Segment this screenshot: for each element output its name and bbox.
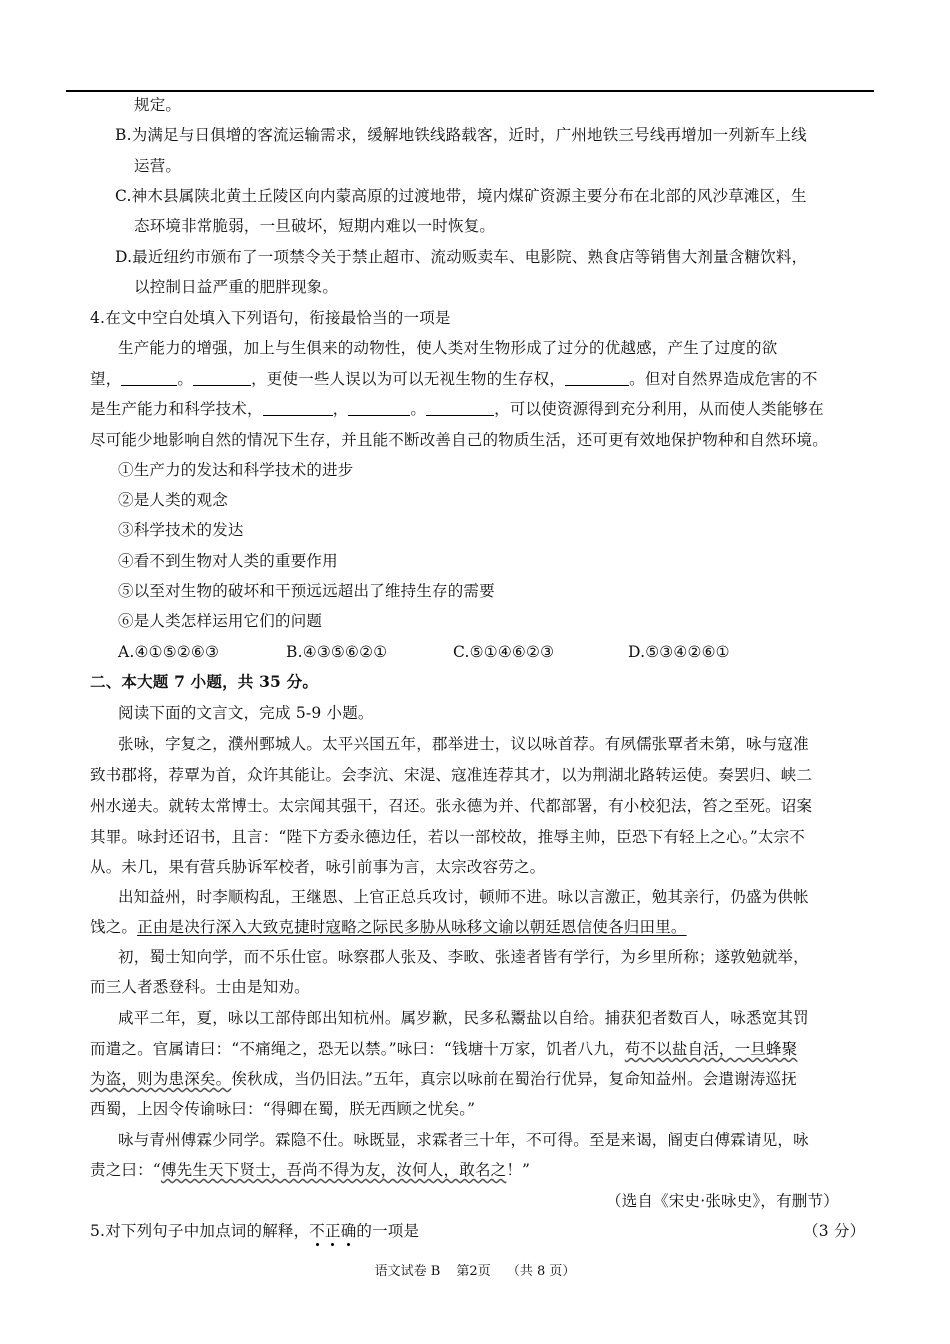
q4-text: 望， xyxy=(90,370,122,388)
passage-line-11 xyxy=(90,1039,797,1059)
option-c-line-2: 态环境非常脆弱，一旦破坏，短期内难以一时恢复。 xyxy=(134,217,496,235)
page-footer xyxy=(0,1260,950,1279)
passage-line-10: 咸平二年，夏，咏以工部侍郎出知杭州。属岁歉，民多私鬻盐以自给。捕获犯者数百人，咏悉宽其罚 xyxy=(118,1009,809,1027)
dotted-character: 确 xyxy=(340,1222,357,1240)
option-b-line-1: B.为满足与日俱增的客流运输需求，缓解地铁线路载客，近时，广州地铁三号线再增加一列新车上线 xyxy=(115,126,807,144)
fill-blank-4 xyxy=(263,400,333,416)
passage-line-3: 州水递夫。就转太常博士。太宗闻其强干，召还。张永德为并、代都部署，有小校犯法，笞之至死。诏案 xyxy=(90,797,813,815)
fill-blank-5 xyxy=(348,400,410,416)
passage-line-12 xyxy=(90,1069,797,1089)
q4-sentence-6: ⑥是人类怎样运用它们的问题 xyxy=(118,612,323,630)
passage-line-13: 西蜀，上因令传谕咏曰：“得卿在蜀，朕无西顾之忧矣。” xyxy=(90,1100,476,1118)
passage-text: 俟秋成，当仍旧法。”五年，真宗以咏前在蜀治行优异，复命知益州。会遣谢涛巡抚 xyxy=(231,1070,797,1088)
passage-line-4: 其罪。咏封还诏书，且言：“陛下方委永德边任，若以一部校故，推辱主帅，臣恐下有轻上之心。”太宗不 xyxy=(90,828,806,846)
passage-text: 责之曰：“ xyxy=(90,1161,161,1179)
passage-line-14: 咏与青州傅霖少同学。霖隐不仕。咏既显，求霖者三十年，不可得。至是来谒，阍吏白傅霖请见，咏 xyxy=(118,1131,809,1149)
footer-total-pages: （共 8 页） xyxy=(506,1264,576,1279)
passage-line-7 xyxy=(90,917,687,937)
fill-blank-3 xyxy=(565,370,629,386)
q4-passage-line-4: 尽可能少地影响自然的情况下生存，并且能不断改善自己的物质生活，还可更有效地保护物种和自然环境。 xyxy=(90,431,828,449)
q4-text: 。但对自然界造成危害的不 xyxy=(629,370,818,388)
q4-sentence-4: ④看不到生物对人类的重要作用 xyxy=(118,552,338,570)
section-2-intro: 阅读下面的文言文，完成 5-9 小题。 xyxy=(118,704,374,722)
q4-text: ， xyxy=(332,400,349,418)
wavy-underlined-sentence: 苟不以盐自活，一旦蜂聚 xyxy=(624,1040,798,1058)
q4-passage-line-3 xyxy=(90,399,824,419)
fill-blank-6 xyxy=(426,400,494,416)
q4-sentence-2: ②是人类的观念 xyxy=(118,491,228,509)
passage-line-9: 而三人者悉登科。士由是知劝。 xyxy=(90,978,310,996)
wavy-underlined-sentence: 为盗，则为患深矣。 xyxy=(90,1070,232,1088)
passage-line-5: 从。未几，果有营兵胁诉军校者，咏引前事为言，太宗改容劳之。 xyxy=(90,858,546,876)
passage-source: （选自《宋史·张咏史》，有删节） xyxy=(606,1192,839,1210)
passage-line-6: 出知益州，时李顺构乱，王继恩、上官正总兵攻讨，顿师不进。咏以言激正，勉其亲行，仍盛为供帐 xyxy=(118,888,809,906)
q4-sentence-1: ①生产力的发达和科学技术的进步 xyxy=(118,461,354,479)
q5-text: 5.对下列句子中加点词的解释， xyxy=(90,1222,310,1240)
fill-blank-2 xyxy=(193,370,251,386)
passage-text: 饯之。 xyxy=(90,918,138,936)
q4-sentence-3: ③科学技术的发达 xyxy=(118,521,244,539)
q4-sentence-5: ⑤以至对生物的破坏和干预远远超出了维持生存的需要 xyxy=(118,582,495,600)
fill-blank-1 xyxy=(121,370,177,386)
option-a-continuation: 规定。 xyxy=(134,96,182,114)
option-c-line-1: C.神木县属陕北黄土丘陵区向内蒙高原的过渡地带，境内煤矿资源主要分布在北部的风沙草滩区，生 xyxy=(115,187,807,205)
q5-text: 的一项是 xyxy=(356,1222,420,1240)
question-5-stem xyxy=(90,1221,419,1241)
option-d-line-2: 以控制日益严重的肥胖现象。 xyxy=(134,278,339,296)
q4-text: 。 xyxy=(177,370,194,388)
section-2-title: 二、本大题 7 小题，共 35 分。 xyxy=(90,672,319,691)
q4-option-b: B.④③⑤⑥②① xyxy=(286,643,388,661)
header-rule xyxy=(66,90,874,92)
q4-option-d: D.⑤③④②⑥① xyxy=(628,643,730,661)
q4-option-a: A.④①⑤②⑥③ xyxy=(118,643,220,661)
option-d-line-1: D.最近纽约市颁布了一项禁令关于禁止超市、流动贩卖车、电影院、熟食店等销售大剂量含糖饮料， xyxy=(115,248,808,266)
footer-subject: 语文试卷 B xyxy=(374,1264,441,1279)
passage-text: ！” xyxy=(506,1161,531,1179)
question-5-score: （3 分） xyxy=(803,1222,866,1240)
q4-passage-line-1: 生产能力的增强，加上与生俱来的动物性，使人类对生物形成了过分的优越感，产生了过度的欲 xyxy=(118,339,778,357)
footer-page-number: 第2页 xyxy=(456,1264,491,1279)
emphasis-dotted-text xyxy=(309,1222,356,1240)
passage-line-15 xyxy=(90,1160,530,1180)
q4-passage-line-2 xyxy=(90,369,818,389)
wavy-underlined-sentence: 傅先生天下贤士，吾尚不得为友，汝何人，敢名之 xyxy=(160,1161,507,1179)
passage-line-2: 致书郡将，荐覃为首，众许其能让。会李沆、宋湜、寇准连荐其才，以为荆湖北路转运使。奏罢归、峡二 xyxy=(90,766,813,784)
q4-text: ，更使一些人误以为可以无视生物的生存权， xyxy=(251,370,566,388)
q4-text: ，可以使资源得到充分利用，从而使人类能够在 xyxy=(494,400,824,418)
passage-line-1: 张咏，字复之，濮州鄄城人。太平兴国五年，郡举进士，议以咏首荐。有夙儒张覃者未第，咏与寇准 xyxy=(118,735,809,753)
q4-text: 。 xyxy=(410,400,427,418)
dotted-character: 正 xyxy=(325,1222,341,1240)
option-b-line-2: 运营。 xyxy=(134,157,182,175)
q4-text: 是生产能力和科学技术， xyxy=(90,400,263,418)
dotted-character: 不 xyxy=(309,1222,325,1240)
underlined-sentence: 正由是决行深入大致克捷时寇略之际民多胁从咏移文谕以朝廷恩信使各归田里。 xyxy=(137,918,687,936)
passage-text: 而遣之。官属请曰：“不痛绳之，恐无以禁。”咏曰：“钱塘十万家，饥者八九， xyxy=(90,1040,625,1058)
question-4-stem: 4.在文中空白处填入下列语句，衔接最恰当的一项是 xyxy=(90,309,451,327)
passage-line-8: 初，蜀士知向学，而不乐仕宦。咏察郡人张及、李畋、张逵者皆有学行，为乡里所称；遂敦勉就举， xyxy=(118,948,809,966)
q4-option-c: C.⑤①④⑥②③ xyxy=(453,643,555,661)
